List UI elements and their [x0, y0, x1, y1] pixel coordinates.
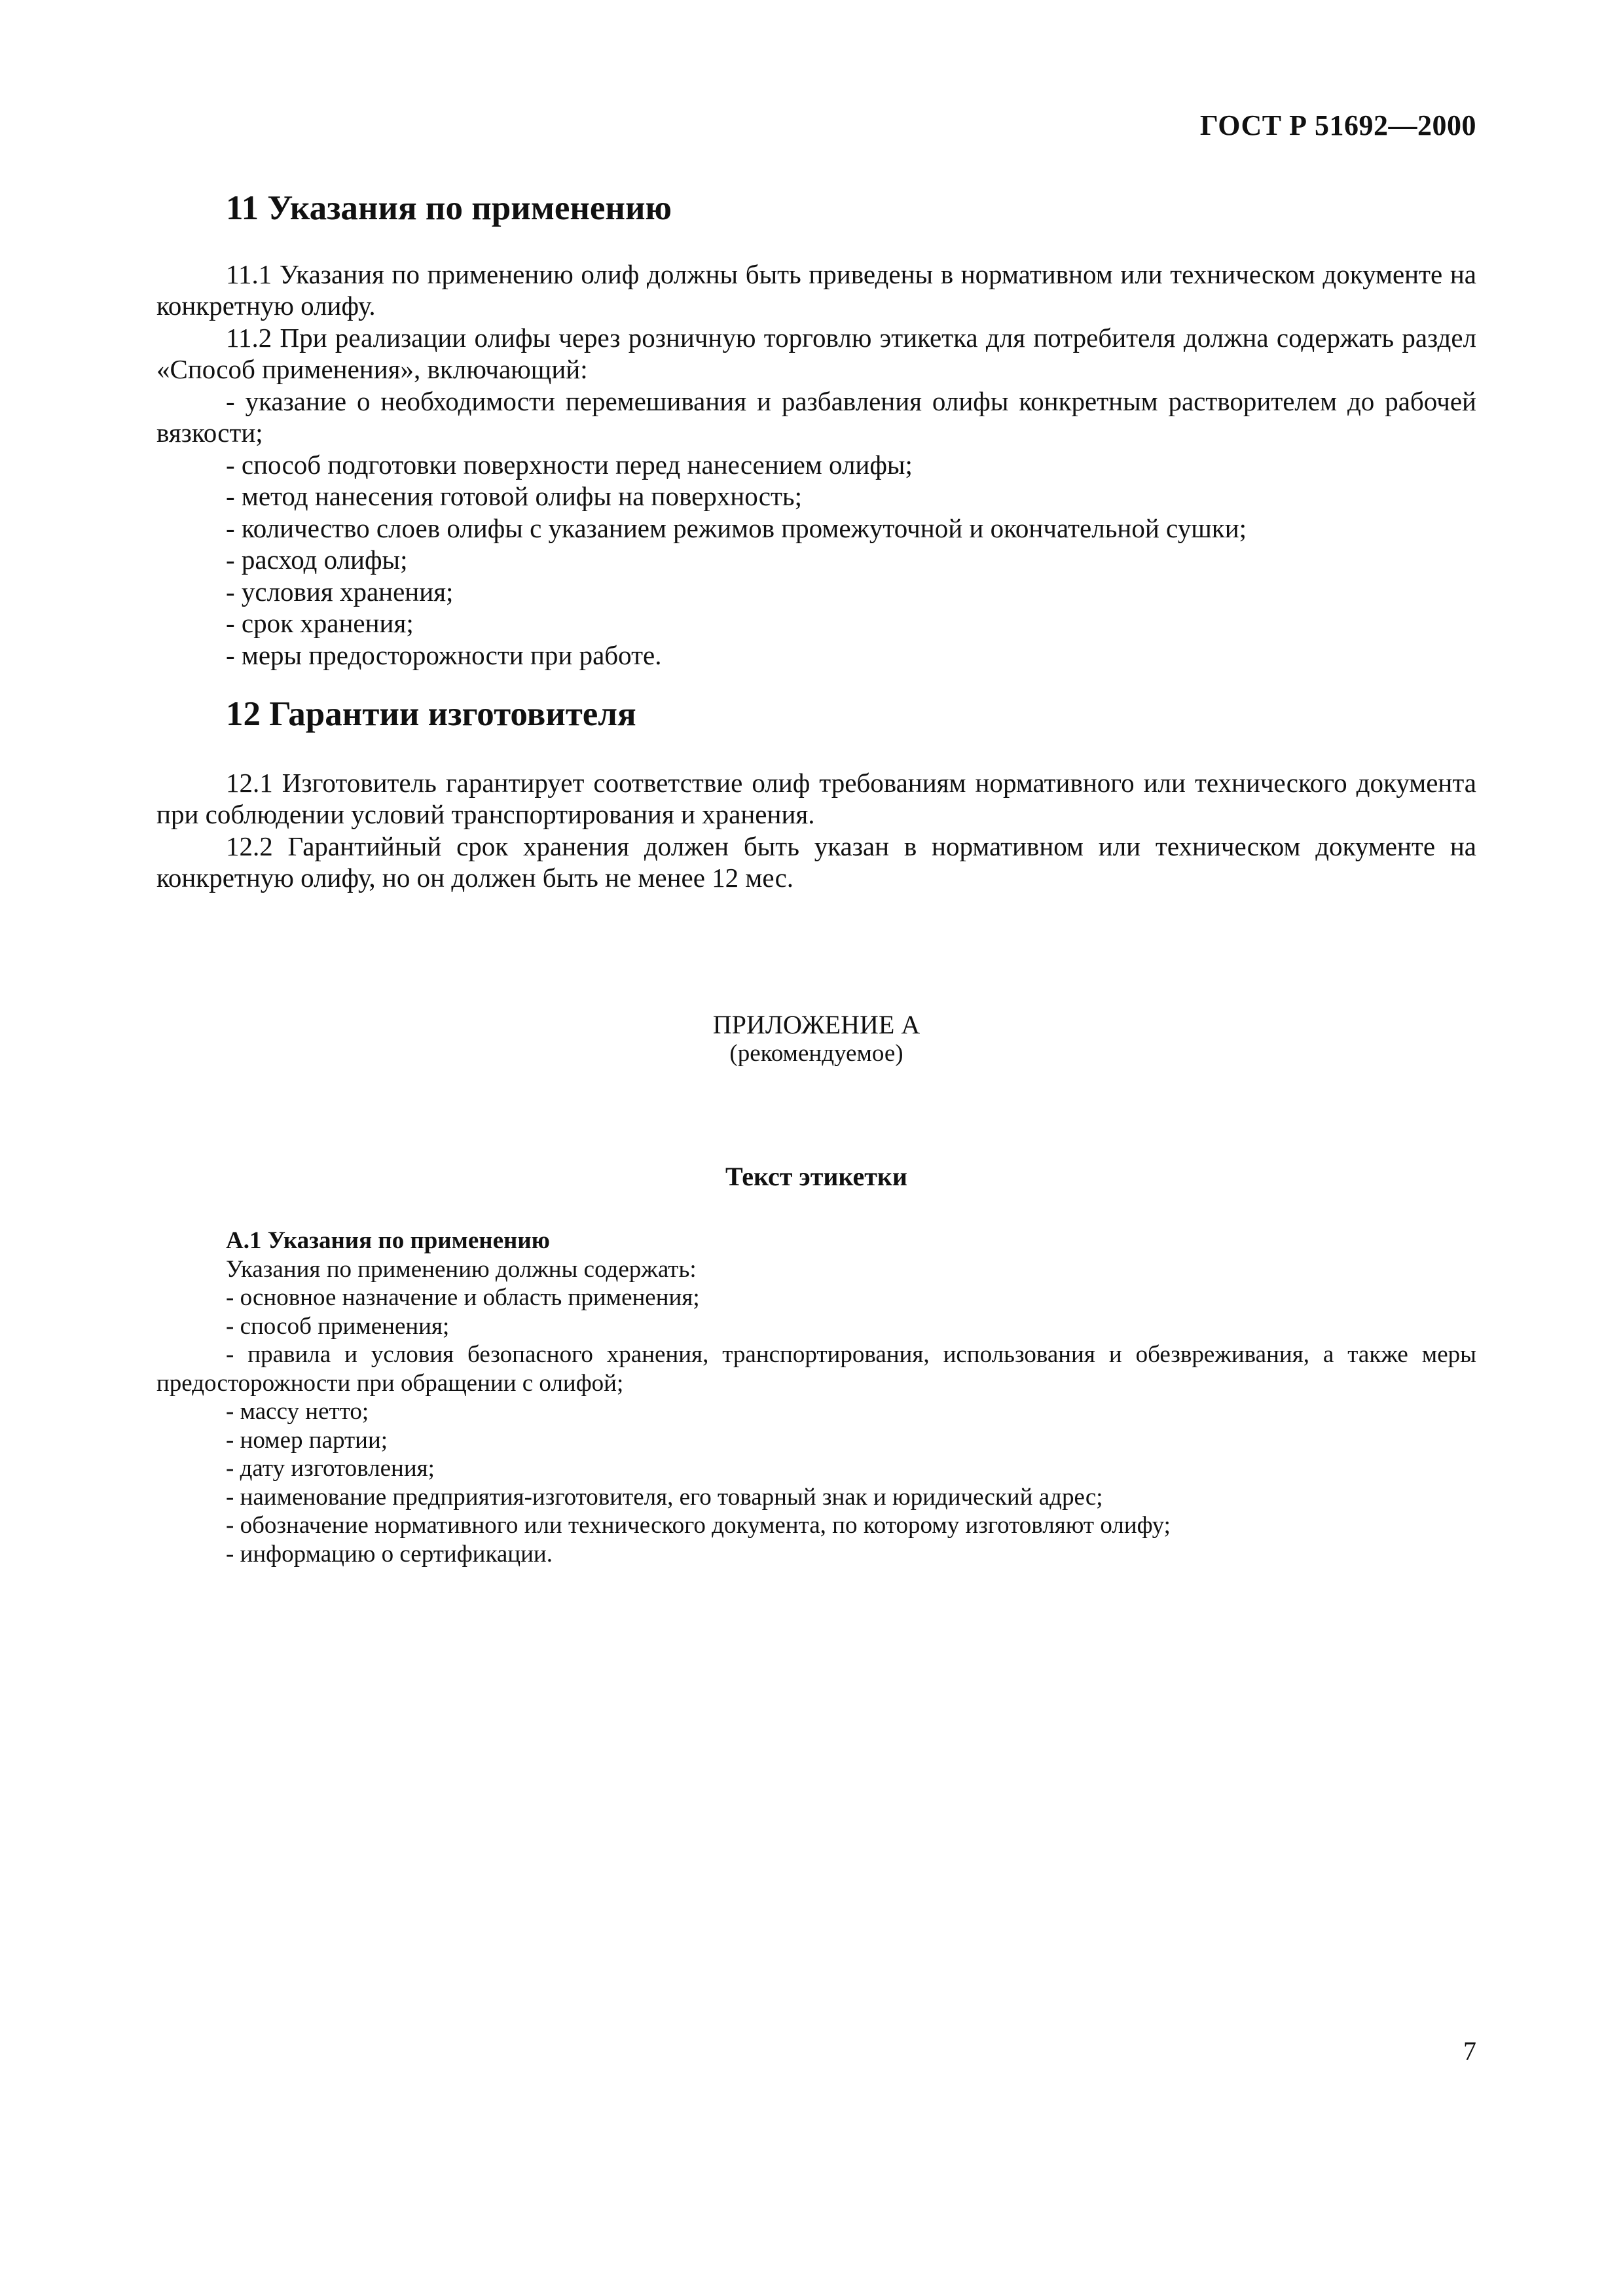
paragraph-12-2: 12.2 Гарантийный срок хранения должен быть указан в нормативном или техническом документе на конкретную олифу, но он должен быть не менее 12 мес. — [156, 831, 1476, 893]
list-item: - наименование предприятия-изготовителя, его товарный знак и юридический адрес; — [226, 1483, 1103, 1511]
list-item: - правила и условия безопасного хранения, транспортирования, использования и обезвреживания, а также меры предосторожности при обращении с олифой; — [156, 1341, 1476, 1397]
section-a1 — [156, 1227, 1476, 1568]
page-number: 7 — [1463, 2036, 1476, 2066]
list-item: - основное назначение и область применения; — [226, 1284, 700, 1311]
list-item: - количество слоев олифы с указанием режимов промежуточной и окончательной сушки; — [226, 512, 1247, 543]
section-a1-body — [156, 1255, 1476, 1569]
label-text-title: Текст этикетки — [725, 1162, 907, 1191]
list-item: - способ подготовки поверхности перед нанесением олифы; — [226, 449, 913, 480]
annex-subtitle: (рекомендуемое) — [729, 1040, 903, 1067]
section-11-body — [156, 259, 1476, 672]
list-item: - срок хранения; — [226, 608, 414, 639]
list-item: - способ применения; — [226, 1312, 450, 1340]
list-item: - меры предосторожности при работе. — [226, 639, 662, 670]
section-11 — [156, 188, 1476, 671]
list-item: - номер партии; — [226, 1426, 388, 1454]
a1-intro: Указания по применению должны содержать: — [226, 1255, 697, 1283]
paragraph-12-1: 12.1 Изготовитель гарантирует соответствие олиф требованиям нормативного или технического документа при соблюдении условий транспортирования и хранения. — [156, 767, 1476, 830]
list-item: - дату изготовления; — [226, 1455, 435, 1482]
list-item: - указание о необходимости перемешивания и разбавления олифы конкретным растворителем до рабочей вязкости; — [156, 386, 1476, 448]
section-12-title: 12 Гарантии изготовителя — [226, 695, 636, 733]
list-item: - расход олифы; — [226, 545, 408, 575]
section-12 — [156, 694, 1476, 894]
document-code: ГОСТ Р 51692—2000 — [1199, 109, 1476, 141]
annex-title: ПРИЛОЖЕНИЕ А — [712, 1010, 921, 1039]
list-item: - обозначение нормативного или технического документа, по которому изготовляют олифу; — [226, 1512, 1171, 1539]
paragraph-11-1: 11.1 Указания по применению олиф должны быть приведены в нормативном или техническом документе на конкретную олифу. — [156, 259, 1476, 321]
list-item: - информацию о сертификации. — [226, 1540, 553, 1568]
section-12-body — [156, 767, 1476, 894]
list-item: - метод нанесения готовой олифы на поверхность; — [226, 481, 802, 512]
section-11-title: 11 Указания по применению — [226, 189, 672, 227]
list-item: - массу нетто; — [226, 1398, 369, 1425]
paragraph-11-2: 11.2 При реализации олифы через розничную торговлю этикетка для потребителя должна содержать раздел «Способ применения», включающий: — [156, 322, 1476, 385]
list-item: - условия хранения; — [226, 576, 454, 607]
section-a1-title: А.1 Указания по применению — [226, 1227, 550, 1254]
annex-heading — [156, 1011, 1476, 1068]
